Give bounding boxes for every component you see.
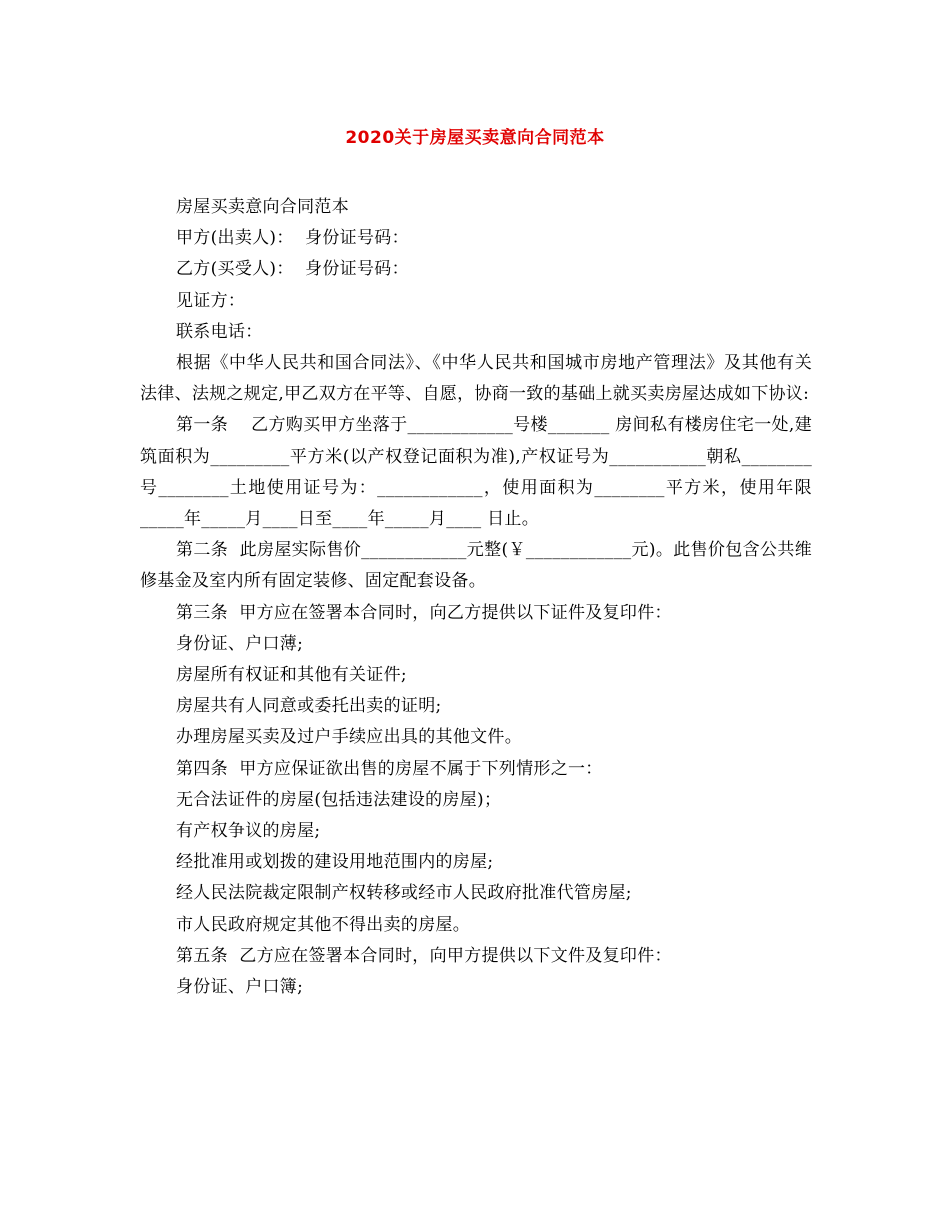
list-item: 经批准用或划拨的建设用地范围内的房屋; (176, 852, 494, 873)
paragraph-article-4: 第四条 甲方应保证欲出售的房屋不属于下列情形之一： (176, 758, 603, 779)
paragraph-preamble: 根据《中华人民共和国合同法》、《中华人民共和国城市房地产管理法》及其他有关法律、法规之规定,甲乙双方在平等、自愿，协商一致的基础上就买卖房屋达成如下协议: (140, 353, 812, 405)
list-item: 办理房屋买卖及过户手续应出具的其他文件。 (176, 727, 522, 748)
paragraph-phone: 联系电话： (176, 321, 263, 342)
paragraph-party-a: 甲方(出卖人)： 身份证号码： (176, 228, 409, 249)
list-item: 经人民法院裁定限制产权转移或经市人民政府批准代管房屋; (176, 883, 632, 904)
document-body (140, 192, 812, 1003)
paragraph-article-3: 第三条 甲方应在签署本合同时，向乙方提供以下证件及复印件： (176, 602, 672, 623)
list-item: 身份证、户口簿; (176, 977, 304, 998)
list-item: 无合法证件的房屋(包括违法建设的房屋)； (176, 789, 502, 810)
list-item: 有产权争议的房屋; (176, 821, 321, 842)
paragraph-article-5: 第五条 乙方应在签署本合同时，向甲方提供以下文件及复印件： (176, 945, 672, 966)
paragraph-article-2: 第二条 此房屋实际售价____________元整(￥____________元)。此售价包含公共维修基金及室内所有固定装修、固定配套设备。 (140, 540, 812, 592)
paragraph-witness: 见证方： (176, 290, 246, 311)
list-item: 身份证、户口薄; (176, 633, 304, 654)
paragraph-heading: 房屋买卖意向合同范本 (176, 197, 349, 217)
list-item: 房屋所有权证和其他有关证件; (176, 665, 407, 686)
list-item: 房屋共有人同意或委托出卖的证明; (176, 696, 442, 717)
document-title: 2020关于房屋买卖意向合同范本 (345, 128, 605, 148)
paragraph-article-1: 第一条 乙方购买甲方坐落于____________号楼_______ 房间私有楼房住宅一处,建筑面积为_________平方米(以产权登记面积为准),产权证号为___________朝私________号________土地使用证号为：____________，使用面积为________平方米，使用年限_____年_____月____日至____年_____月____ 日止。 (140, 415, 812, 530)
list-item: 市人民政府规定其他不得出卖的房屋。 (176, 914, 471, 935)
paragraph-party-b: 乙方(买受人)： 身份证号码： (176, 259, 409, 280)
